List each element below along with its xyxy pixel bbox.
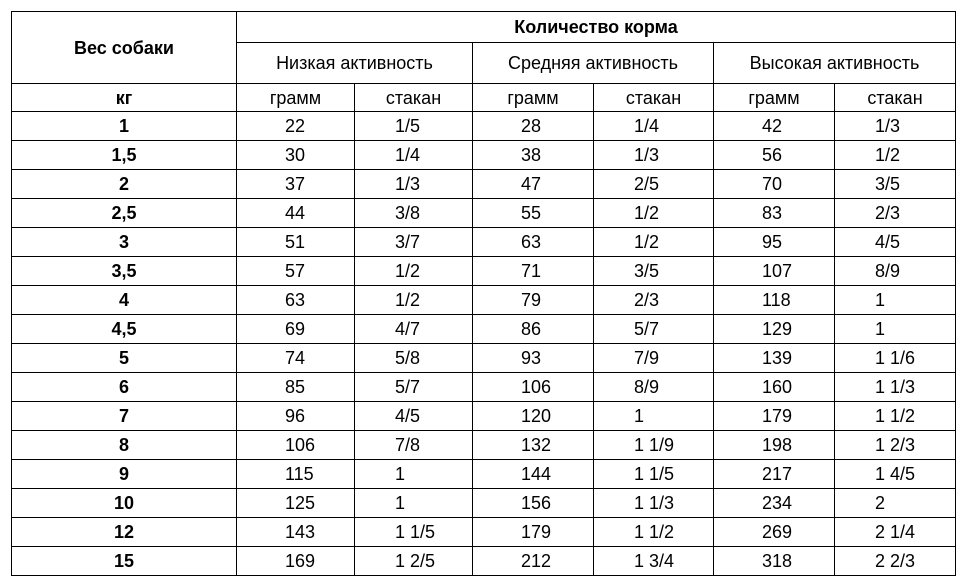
low-cup-cell: 1/2	[355, 286, 473, 315]
unit-gram-mid: грамм	[473, 84, 594, 112]
table-row	[12, 315, 956, 344]
high-cup-cell: 4/5	[835, 228, 956, 257]
low-gram-cell: 96	[237, 402, 355, 431]
mid-cup-cell: 1/2	[594, 199, 714, 228]
mid-cup-cell: 1 1/3	[594, 489, 714, 518]
low-gram-cell: 37	[237, 170, 355, 199]
low-cup-cell: 5/7	[355, 373, 473, 402]
low-gram-cell: 22	[237, 112, 355, 141]
low-cup-cell: 1 1/5	[355, 518, 473, 547]
mid-cup-cell: 2/5	[594, 170, 714, 199]
mid-gram-cell: 93	[473, 344, 594, 373]
mid-gram-cell: 55	[473, 199, 594, 228]
activity-mid-header: Средняя активность	[473, 43, 714, 84]
mid-gram-cell: 79	[473, 286, 594, 315]
low-cup-cell: 3/8	[355, 199, 473, 228]
table-row	[12, 257, 956, 286]
table-row	[12, 489, 956, 518]
weight-cell: 15	[12, 547, 237, 576]
mid-cup-cell: 1/2	[594, 228, 714, 257]
high-gram-cell: 198	[714, 431, 835, 460]
high-cup-cell: 2/3	[835, 199, 956, 228]
low-gram-cell: 51	[237, 228, 355, 257]
weight-cell: 2	[12, 170, 237, 199]
mid-gram-cell: 212	[473, 547, 594, 576]
mid-gram-cell: 106	[473, 373, 594, 402]
low-cup-cell: 1/4	[355, 141, 473, 170]
mid-gram-cell: 144	[473, 460, 594, 489]
amount-header: Количество корма	[237, 12, 956, 43]
weight-cell: 3,5	[12, 257, 237, 286]
high-cup-cell: 1 4/5	[835, 460, 956, 489]
weight-cell: 1	[12, 112, 237, 141]
weight-cell: 7	[12, 402, 237, 431]
low-cup-cell: 1/2	[355, 257, 473, 286]
weight-cell: 4	[12, 286, 237, 315]
table-row	[12, 228, 956, 257]
low-cup-cell: 1 2/5	[355, 547, 473, 576]
high-cup-cell: 2	[835, 489, 956, 518]
weight-cell: 4,5	[12, 315, 237, 344]
activity-high-header: Высокая активность	[714, 43, 956, 84]
mid-gram-cell: 28	[473, 112, 594, 141]
low-gram-cell: 69	[237, 315, 355, 344]
weight-cell: 10	[12, 489, 237, 518]
mid-cup-cell: 1 1/2	[594, 518, 714, 547]
table-row	[12, 547, 956, 576]
table-row	[12, 402, 956, 431]
high-cup-cell: 1/3	[835, 112, 956, 141]
high-cup-cell: 1	[835, 286, 956, 315]
mid-cup-cell: 1 1/9	[594, 431, 714, 460]
low-cup-cell: 5/8	[355, 344, 473, 373]
high-cup-cell: 1 1/2	[835, 402, 956, 431]
low-cup-cell: 1/5	[355, 112, 473, 141]
high-gram-cell: 269	[714, 518, 835, 547]
mid-gram-cell: 132	[473, 431, 594, 460]
low-gram-cell: 30	[237, 141, 355, 170]
mid-cup-cell: 1/4	[594, 112, 714, 141]
low-gram-cell: 44	[237, 199, 355, 228]
low-cup-cell: 1	[355, 489, 473, 518]
table-row	[12, 460, 956, 489]
mid-cup-cell: 1 3/4	[594, 547, 714, 576]
high-cup-cell: 1	[835, 315, 956, 344]
low-gram-cell: 57	[237, 257, 355, 286]
mid-gram-cell: 47	[473, 170, 594, 199]
table-row	[12, 141, 956, 170]
low-gram-cell: 115	[237, 460, 355, 489]
weight-header: Вес собаки	[12, 12, 237, 84]
mid-gram-cell: 71	[473, 257, 594, 286]
high-cup-cell: 2 2/3	[835, 547, 956, 576]
high-cup-cell: 3/5	[835, 170, 956, 199]
mid-cup-cell: 1	[594, 402, 714, 431]
mid-gram-cell: 156	[473, 489, 594, 518]
table-row	[12, 199, 956, 228]
high-gram-cell: 83	[714, 199, 835, 228]
mid-cup-cell: 1 1/5	[594, 460, 714, 489]
mid-cup-cell: 5/7	[594, 315, 714, 344]
high-gram-cell: 139	[714, 344, 835, 373]
high-gram-cell: 160	[714, 373, 835, 402]
table-row	[12, 373, 956, 402]
high-cup-cell: 1 1/6	[835, 344, 956, 373]
unit-weight: кг	[12, 84, 237, 112]
low-gram-cell: 85	[237, 373, 355, 402]
high-gram-cell: 95	[714, 228, 835, 257]
high-gram-cell: 70	[714, 170, 835, 199]
table-row	[12, 431, 956, 460]
mid-cup-cell: 2/3	[594, 286, 714, 315]
weight-cell: 9	[12, 460, 237, 489]
weight-cell: 5	[12, 344, 237, 373]
mid-gram-cell: 120	[473, 402, 594, 431]
low-cup-cell: 7/8	[355, 431, 473, 460]
low-gram-cell: 125	[237, 489, 355, 518]
mid-cup-cell: 8/9	[594, 373, 714, 402]
mid-gram-cell: 63	[473, 228, 594, 257]
weight-cell: 3	[12, 228, 237, 257]
high-gram-cell: 118	[714, 286, 835, 315]
mid-gram-cell: 38	[473, 141, 594, 170]
table-body	[12, 112, 956, 576]
low-cup-cell: 4/5	[355, 402, 473, 431]
unit-gram-high: грамм	[714, 84, 835, 112]
high-cup-cell: 8/9	[835, 257, 956, 286]
low-gram-cell: 143	[237, 518, 355, 547]
high-gram-cell: 217	[714, 460, 835, 489]
low-cup-cell: 3/7	[355, 228, 473, 257]
mid-cup-cell: 3/5	[594, 257, 714, 286]
high-gram-cell: 107	[714, 257, 835, 286]
high-gram-cell: 318	[714, 547, 835, 576]
low-gram-cell: 106	[237, 431, 355, 460]
high-gram-cell: 56	[714, 141, 835, 170]
activity-low-header: Низкая активность	[237, 43, 473, 84]
high-gram-cell: 234	[714, 489, 835, 518]
low-cup-cell: 4/7	[355, 315, 473, 344]
high-gram-cell: 129	[714, 315, 835, 344]
mid-gram-cell: 179	[473, 518, 594, 547]
table-row	[12, 518, 956, 547]
low-cup-cell: 1/3	[355, 170, 473, 199]
dog-food-table	[11, 11, 956, 576]
low-cup-cell: 1	[355, 460, 473, 489]
low-gram-cell: 63	[237, 286, 355, 315]
high-cup-cell: 1 1/3	[835, 373, 956, 402]
high-cup-cell: 2 1/4	[835, 518, 956, 547]
table-row	[12, 344, 956, 373]
high-cup-cell: 1/2	[835, 141, 956, 170]
weight-cell: 12	[12, 518, 237, 547]
table-row	[12, 112, 956, 141]
table-row	[12, 286, 956, 315]
weight-cell: 6	[12, 373, 237, 402]
low-gram-cell: 74	[237, 344, 355, 373]
unit-cup-low: стакан	[355, 84, 473, 112]
mid-gram-cell: 86	[473, 315, 594, 344]
weight-cell: 8	[12, 431, 237, 460]
table-row	[12, 170, 956, 199]
unit-cup-mid: стакан	[594, 84, 714, 112]
low-gram-cell: 169	[237, 547, 355, 576]
high-gram-cell: 179	[714, 402, 835, 431]
weight-cell: 2,5	[12, 199, 237, 228]
high-cup-cell: 1 2/3	[835, 431, 956, 460]
mid-cup-cell: 1/3	[594, 141, 714, 170]
unit-gram-low: грамм	[237, 84, 355, 112]
weight-cell: 1,5	[12, 141, 237, 170]
mid-cup-cell: 7/9	[594, 344, 714, 373]
high-gram-cell: 42	[714, 112, 835, 141]
unit-cup-high: стакан	[835, 84, 956, 112]
